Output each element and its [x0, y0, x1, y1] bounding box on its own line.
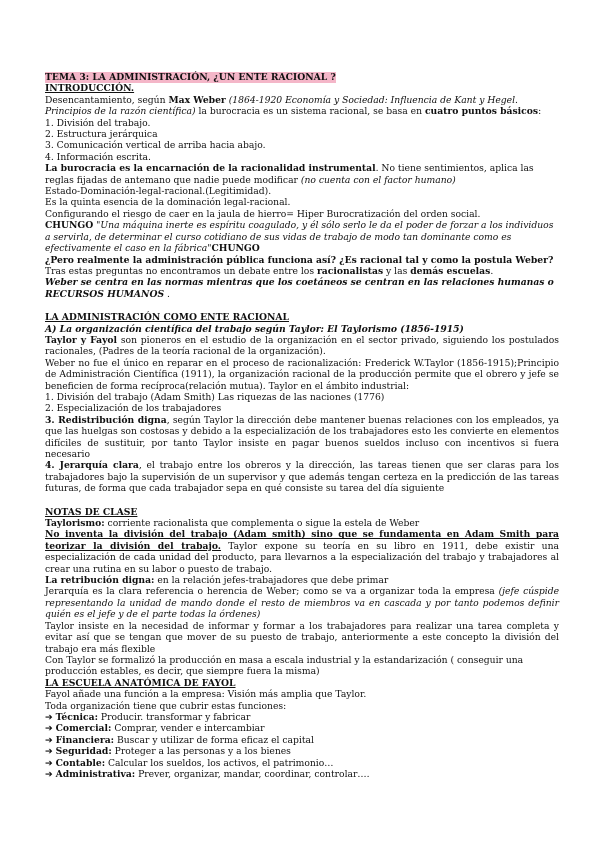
list-item: 3. Comunicación vertical de arriba hacia abajo.	[45, 140, 266, 152]
notas-heading: NOTAS DE CLASE	[45, 506, 138, 518]
taylorismo-subheading: A) La organización científica del trabajo según Taylor: El Taylorismo (1856-1915)	[45, 323, 464, 335]
fayol-function-item: ➔ Seguridad: Proteger a las personas y a los bienes	[45, 746, 291, 758]
taylor-fayol-paragraph: Taylor y Fayol son pioneros en el estudio de la organización en el sector privado, siguiendo los postulados racionales, (Padres de la teoría racional de la organización).	[45, 334, 560, 358]
max-weber-name: Max Weber	[168, 94, 226, 106]
fayol-line-1: Fayol añade una función a la empresa: Visión más amplia que Taylor.	[45, 689, 367, 701]
fayol-line-2: Toda organización tiene que cubrir estas funciones:	[45, 700, 287, 712]
arrow-right-icon: ➔	[45, 746, 53, 758]
chungo-quote: CHUNGO "Una máquina inerte es espíritu coagulado, y él sólo serlo le da el poder de forzar a los individuos a servirla, de determinar el curso cotidiano de sus vidas de trabajo de modo tan dominante como es efectivamente el caso en la fábrica"CHUNGO	[45, 220, 554, 255]
esencia-line: Es la quinta esencia de la dominación legal-racional.	[45, 197, 291, 209]
fayol-function-item: ➔ Comercial: Comprar, vender e intercambiar	[45, 723, 265, 735]
list-item: 1. División del trabajo.	[45, 117, 151, 129]
list-item: 1. División del trabajo (Adam Smith) Las riquezas de las naciones (1776)	[45, 391, 385, 403]
arrow-right-icon: ➔	[45, 734, 53, 746]
jerarquia-weber-paragraph: Jerarquía es la clara referencia o herencia de Weber; como se va a organizar toda la empresa (jefe cúspide representando la unidad de mando donde el resto de miembros va en cascada y por tanto podemos definir quién es el jefe y de el parte todas la órdenes)	[45, 586, 560, 621]
jaula-line: Configurando el riesgo de caer en la jaula de hierro= Hiper Burocratización del orden social.	[45, 208, 481, 220]
burocracia-paragraph: La burocracia es la encarnación de la racionalidad instrumental. No tiene sentimientos, aplica las reglas fijadas de antemano que nadie puede modificar (no cuenta con el factor humano)	[45, 163, 534, 186]
weber-no-paragraph: Weber no fue el único en reparar en el proceso de racionalización: Frederick W.Taylor (1856-1915);Principio de Administración Científica (1911), la organización racional de la producción permite que el obrero y jefe se beneficien de forma recíproca(relación mutua). Taylor en el ámbito industrial:	[45, 357, 559, 392]
redistribucion-paragraph: 3. Redistribución digna, según Taylor la dirección debe mantener buenas relaciones con los empleados, ya que las huelgas son costosas y debido a la especialización de los trabajadores esto les convierte en elementos difíciles de sustituir, por tanto Taylor insiste en pagar buenos sueldos incluso con incentivos si fuera necesario	[45, 414, 559, 460]
admin-heading: LA ADMINISTRACIÓN COMO ENTE RACIONAL	[45, 312, 289, 324]
arrow-right-icon: ➔	[45, 711, 53, 723]
list-item: 2. Estructura jerárquica	[45, 129, 158, 141]
insiste-paragraph: Taylor insiste en la necesidad de informar y formar a los trabajadores para realizar una tarea completa y evitar así que se tengan que mover de su puesto de trabajo, anteriormente a este concepto la división del trabajo era más flexible	[45, 620, 559, 655]
fayol-function-item: ➔ Administrativa: Prever, organizar, mandar, coordinar, controlar….	[45, 768, 370, 780]
fayol-function-item: ➔ Financiera: Buscar y utilizar de forma eficaz el capital	[45, 734, 314, 746]
question-line: ¿Pero realmente la administración pública funciona así? ¿Es racional tal y como la postula Weber?	[45, 254, 554, 266]
retribucion-line: La retribución digna: en la relación jefes-trabajadores que debe primar	[45, 575, 389, 587]
tema-title: TEMA 3: LA ADMINISTRACIÓN, ¿UN ENTE RACIONAL ?	[45, 72, 336, 83]
weber-emphasis: Weber se centra en las normas mientras que los coetáneos se centran en las relaciones humanas o RECURSOS HUMANOS .	[45, 277, 554, 300]
taylorismo-line: Taylorismo: corriente racionalista que complementa o sigue la estela de Weber	[45, 518, 420, 530]
document-page	[45, 72, 559, 780]
fayol-heading: LA ESCUELA ANATÓMICA DE FAYOL	[45, 677, 236, 689]
jerarquia-paragraph: 4. Jerarquía clara, el trabajo entre los obreros y la dirección, las tareas tienen que ser claras para los trabajadores bajo la supervisión de un supervisor y que además tengan certeza en la predicción de las tareas futuras, de forma que cada trabajador sepa en qué consiste su tarea del día siguiente	[45, 460, 559, 495]
arrow-right-icon: ➔	[45, 757, 53, 769]
formalizo-paragraph: Con Taylor se formalizó la producción en masa a escala industrial y la estandarización ( conseguir una producción estables, es decir, que siempre fuera la misma)	[45, 654, 524, 678]
debate-line: Tras estas preguntas no encontramos un debate entre los racionalistas y las demás escuelas.	[45, 265, 494, 277]
fayol-function-item: ➔ Contable: Calcular los sueldos, los activos, el patrimonio…	[45, 757, 334, 769]
fayol-function-item: ➔ Técnica: Producir. transformar y fabricar	[45, 711, 251, 723]
arrow-right-icon: ➔	[45, 723, 53, 735]
no-inventa-paragraph: No inventa la división del trabajo (Adam smith) sino que se fundamenta en Adam Smith para teorizar la división del trabajo. Taylor expone su teoría en su libro en 1911, debe existir una especialización de cada unidad del producto, para llevarnos a la especialización del trabajo y trabajadores al crear una rutina en su labor o puesto de trabajo.	[45, 529, 559, 575]
list-item: 2. Especialización de los trabajadores	[45, 403, 222, 415]
estado-line: Estado-Dominación-legal-racional.(Legitimidad).	[45, 186, 272, 198]
list-item: 4. Información escrita.	[45, 151, 151, 163]
arrow-right-icon: ➔	[45, 768, 53, 780]
intro-paragraph: Desencantamiento, según Max Weber (1864-1920 Economía y Sociedad: Influencia de Kant y Hegel. Principios de la razón científica) la burocracia es un sistema racional, se basa en cuatro puntos básicos:	[45, 94, 542, 118]
tema-title-line	[45, 72, 559, 83]
intro-heading: INTRODUCCIÓN.	[45, 83, 135, 95]
